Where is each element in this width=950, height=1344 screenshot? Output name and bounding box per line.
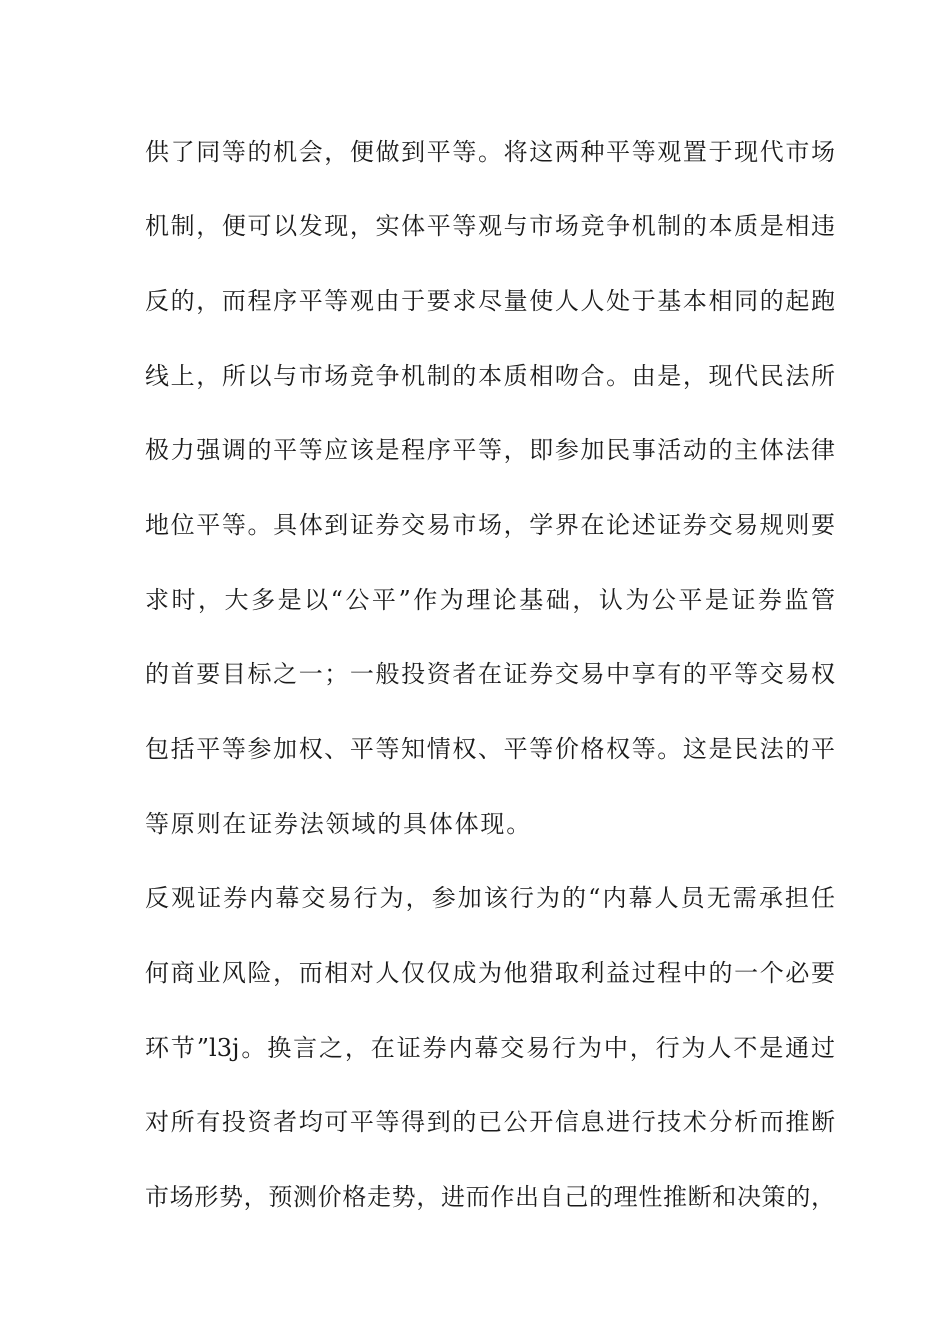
paragraph-line-12: 何商业风险，而相对人仅仅成为他猎取利益过程中的一个必要: [145, 959, 835, 987]
paragraph-line-9: 包括平等参加权、平等知情权、平等价格权等。这是民法的平: [145, 735, 835, 763]
paragraph-line-4: 线上，所以与市场竞争机制的本质相吻合。由是，现代民法所: [145, 362, 835, 390]
paragraph-line-5: 极力强调的平等应该是程序平等，即参加民事活动的主体法律: [145, 436, 835, 464]
paragraph-line-11: 反观证券内幕交易行为，参加该行为的“内幕人员无需承担任: [145, 884, 835, 912]
paragraph-line-7: 求时，大多是以“公平”作为理论基础，认为公平是证券监管: [145, 586, 835, 614]
paragraph-line-10: 等原则在证券法领域的具体体现。: [145, 810, 532, 838]
paragraph-line-13: 环节”l3j。换言之，在证券内幕交易行为中，行为人不是通过: [145, 1034, 835, 1062]
paragraph-line-8: 的首要目标之一；一般投资者在证券交易中享有的平等交易权: [145, 660, 835, 688]
paragraph-line-1: 供了同等的机会，便做到平等。将这两种平等观置于现代市场: [145, 138, 835, 166]
paragraph-line-2: 机制，便可以发现，实体平等观与市场竞争机制的本质是相违: [145, 212, 835, 240]
paragraph-line-15: 市场形势，预测价格走势，进而作出自己的理性推断和决策的，: [145, 1183, 835, 1211]
paragraph-line-3: 反的，而程序平等观由于要求尽量使人人处于基本相同的起跑: [145, 287, 835, 315]
paragraph-line-14: 对所有投资者均可平等得到的已公开信息进行技术分析而推断: [145, 1108, 835, 1136]
paragraph-line-6: 地位平等。具体到证券交易市场，学界在论述证券交易规则要: [145, 511, 835, 539]
